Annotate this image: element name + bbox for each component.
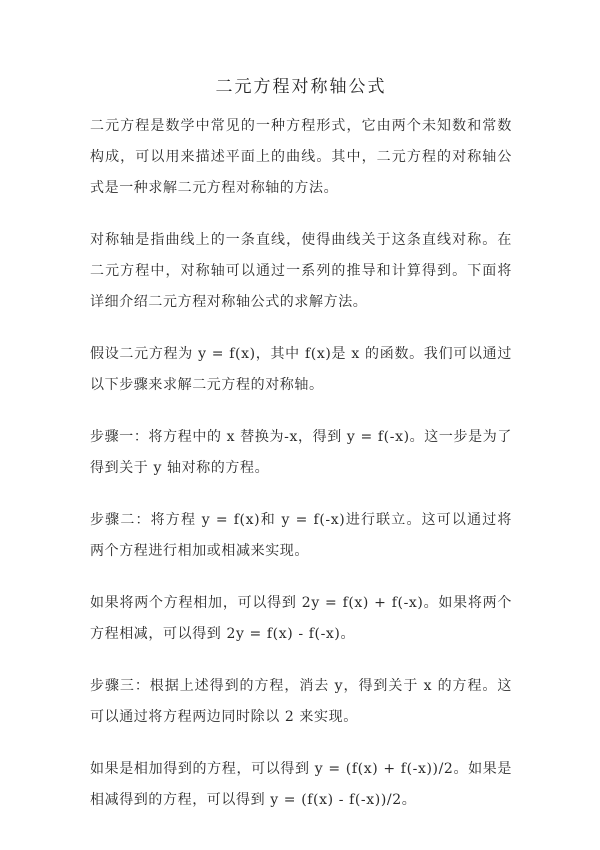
paragraph-axis-definition: 对称轴是指曲线上的一条直线，使得曲线关于这条直线对称。在二元方程中，对称轴可以通过一系列的推导和计算得到。下面将详细介绍二元方程对称轴公式的求解方法。	[90, 232, 512, 310]
paragraph-step-three: 步骤三：根据上述得到的方程，消去 y，得到关于 x 的方程。这可以通过将方程两边同时除以 2 来实现。	[90, 678, 512, 725]
paragraph-step-two: 步骤二：将方程 y = f(x)和 y = f(-x)进行联立。这可以通过将两个方程进行相加或相减来实现。	[90, 512, 512, 559]
paragraph-result: 如果是相加得到的方程，可以得到 y = (f(x) + f(-x))/2。如果是相减得到的方程，可以得到 y = (f(x) - f(-x))/2。	[90, 761, 512, 808]
paragraph-intro: 二元方程是数学中常见的一种方程形式，它由两个未知数和常数构成，可以用来描述平面上的曲线。其中，二元方程的对称轴公式是一种求解二元方程对称轴的方法。	[90, 118, 512, 196]
paragraph-add-subtract: 如果将两个方程相加，可以得到 2y = f(x) + f(-x)。如果将两个方程相减，可以得到 2y = f(x) - f(-x)。	[90, 595, 512, 642]
document-title: 二元方程对称轴公式	[215, 77, 387, 97]
paragraph-step-one: 步骤一：将方程中的 x 替换为-x，得到 y = f(-x)。这一步是为了得到关于 y 轴对称的方程。	[90, 429, 512, 476]
paragraph-assumption: 假设二元方程为 y = f(x)，其中 f(x)是 x 的函数。我们可以通过以下步骤来求解二元方程的对称轴。	[90, 346, 512, 393]
